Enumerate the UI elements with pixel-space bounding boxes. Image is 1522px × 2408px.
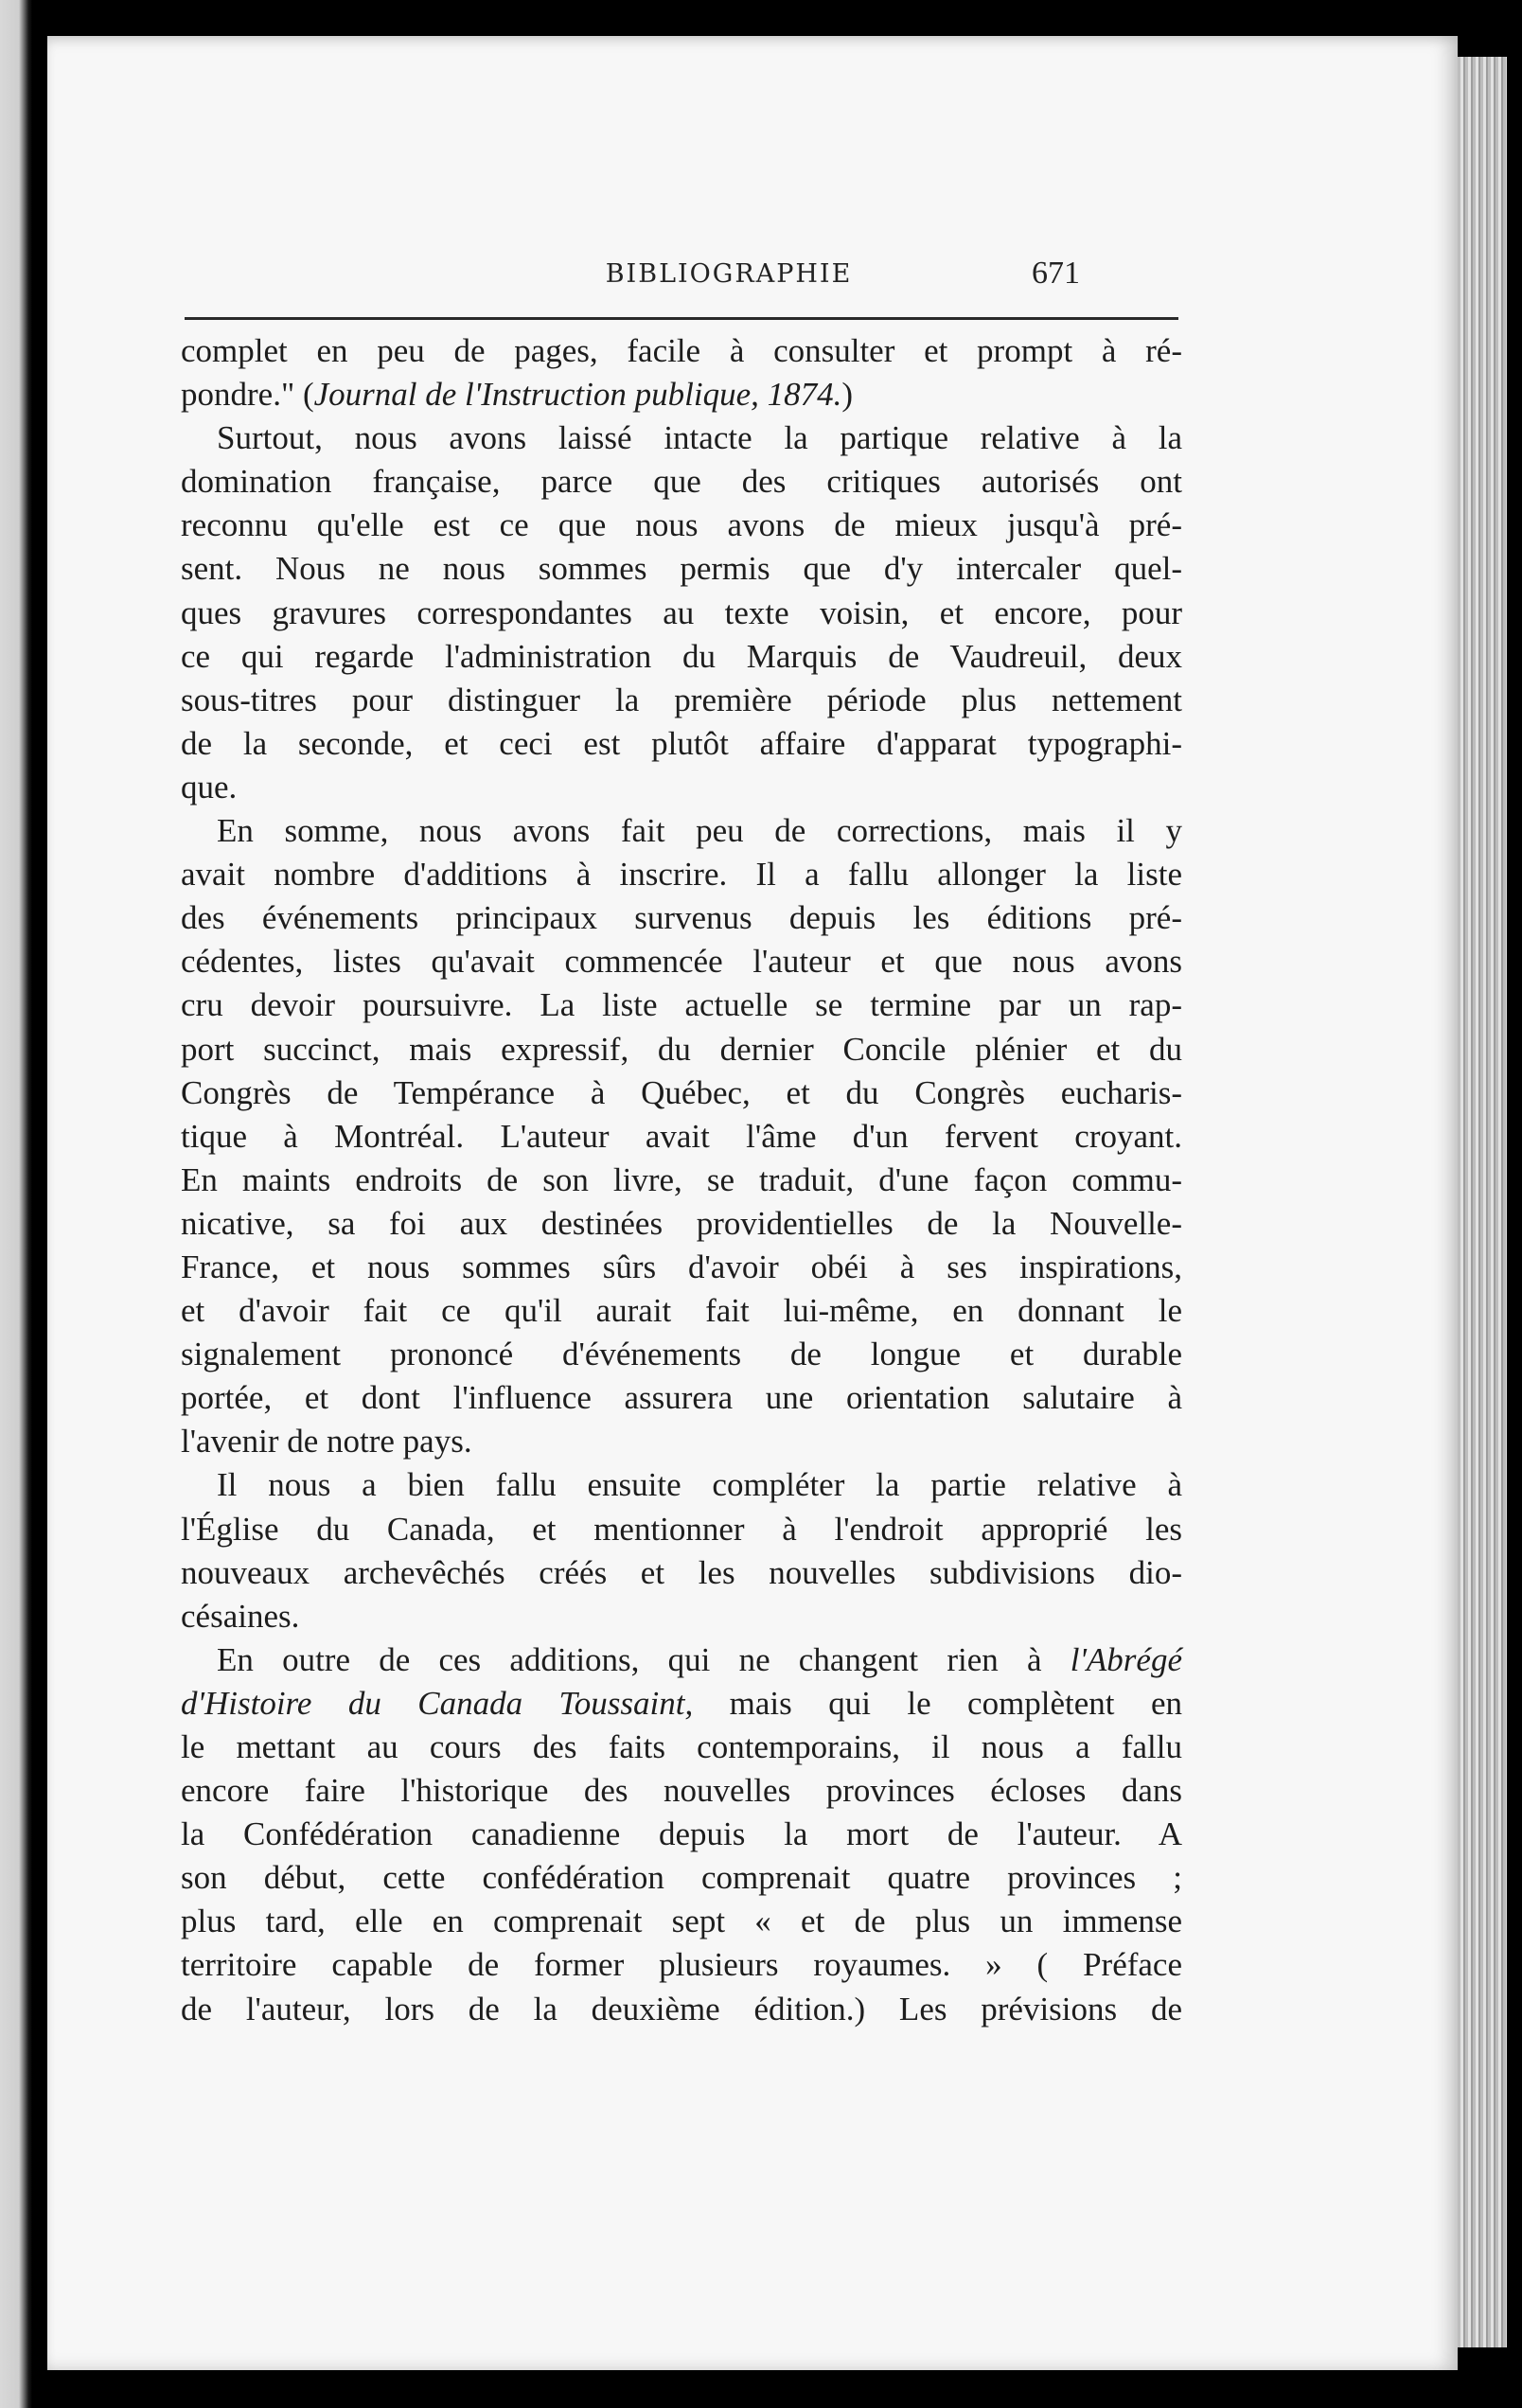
- text-line: cru devoir poursuivre. La liste actuelle se termine par un rap-: [181, 986, 1182, 1024]
- text-segment: En outre de ces additions, qui ne changent rien à: [217, 1640, 1071, 1678]
- text-line: l'Église du Canada, et mentionner à l'endroit approprié les: [181, 1510, 1182, 1548]
- text-line: avait nombre d'additions à inscrire. Il a fallu allonger la liste: [181, 856, 1182, 894]
- header-rule: [185, 317, 1178, 320]
- text-line: encore faire l'historique des nouvelles provinces écloses dans: [181, 1772, 1182, 1810]
- text-line: tique à Montréal. L'auteur avait l'âme d'un fervent croyant.: [181, 1117, 1182, 1155]
- text-line: Surtout, nous avons laissé intacte la partique relative à la: [217, 419, 1182, 457]
- text-line: [181, 1638, 1182, 1682]
- text-line: nicative, sa foi aux destinées providentielles de la Nouvelle-: [181, 1204, 1182, 1242]
- text-line: ce qui regarde l'administration du Marquis de Vaudreuil, deux: [181, 637, 1182, 675]
- text-line: la Confédération canadienne depuis la mort de l'auteur. A: [181, 1815, 1182, 1853]
- body-text: [181, 329, 1182, 2031]
- text-line: complet en peu de pages, facile à consulter et prompt à ré-: [181, 332, 1182, 369]
- text-segment: mais qui le complètent en: [693, 1684, 1182, 1722]
- text-line: territoire capable de former plusieurs royaumes. » ( Préface: [181, 1946, 1182, 1984]
- text-line: que.: [181, 768, 238, 806]
- text-line: signalement prononcé d'événements de longue et durable: [181, 1336, 1182, 1373]
- text-line: l'avenir de notre pays.: [181, 1423, 472, 1461]
- book-page: [47, 36, 1458, 2370]
- text-line: des événements principaux survenus depuis les éditions pré-: [181, 899, 1182, 937]
- text-line: ques gravures correspondantes au texte voisin, et encore, pour: [181, 593, 1182, 631]
- text-line: En somme, nous avons fait peu de corrections, mais il y: [217, 812, 1182, 850]
- italic-title: l'Abrégé: [1070, 1640, 1182, 1678]
- text-line: de l'auteur, lors de la deuxième édition.) Les prévisions de: [181, 1990, 1182, 2027]
- text-line: [181, 1682, 1182, 1726]
- text-line: cédentes, listes qu'avait commencée l'auteur et que nous avons: [181, 943, 1182, 981]
- text-line: sous-titres pour distinguer la première période plus nettement: [181, 681, 1182, 718]
- text-line: Il nous a bien fallu ensuite compléter la partie relative à: [217, 1466, 1182, 1504]
- text-line: Congrès de Tempérance à Québec, et du Congrès eucharis-: [181, 1073, 1182, 1111]
- italic-title: Journal de l'Instruction publique, 1874.: [313, 376, 842, 414]
- text-line: son début, cette confédération comprenait quatre provinces ;: [181, 1859, 1182, 1897]
- text-line: et d'avoir fait ce qu'il aurait fait lui-même, en donnant le: [181, 1292, 1182, 1330]
- text-line: portée, et dont l'influence assurera une orientation salutaire à: [181, 1379, 1182, 1417]
- text-line: domination française, parce que des critiques autorisés ont: [181, 463, 1182, 501]
- running-head-title: BIBLIOGRAPHIE: [605, 259, 853, 289]
- text-line: césaines.: [181, 1597, 300, 1635]
- text-line: de la seconde, et ceci est plutôt affaire d'apparat typographi-: [181, 724, 1182, 762]
- page-number: 671: [1032, 256, 1080, 291]
- text-line: [181, 373, 1182, 416]
- text-line: le mettant au cours des faits contemporains, il nous a fallu: [181, 1728, 1182, 1765]
- text-segment: ): [841, 376, 854, 414]
- text-line: En maints endroits de son livre, se traduit, d'une façon commu-: [181, 1160, 1182, 1198]
- page-stack-edge: [1458, 57, 1507, 2347]
- text-line: France, et nous sommes sûrs d'avoir obéi à ses inspirations,: [181, 1248, 1182, 1285]
- facing-page-edge: [0, 0, 32, 2408]
- text-line: nouveaux archevêchés créés et les nouvelles subdivisions dio-: [181, 1553, 1182, 1591]
- text-segment: pondre." (: [181, 376, 314, 414]
- text-line: sent. Nous ne nous sommes permis que d'y intercaler quel-: [181, 550, 1182, 588]
- text-line: reconnu qu'elle est ce que nous avons de mieux jusqu'à pré-: [181, 506, 1182, 544]
- text-line: plus tard, elle en comprenait sept « et de plus un immense: [181, 1903, 1182, 1940]
- italic-title: d'Histoire du Canada Toussaint,: [181, 1684, 694, 1722]
- text-line: port succinct, mais expressif, du dernier Concile plénier et du: [181, 1030, 1182, 1068]
